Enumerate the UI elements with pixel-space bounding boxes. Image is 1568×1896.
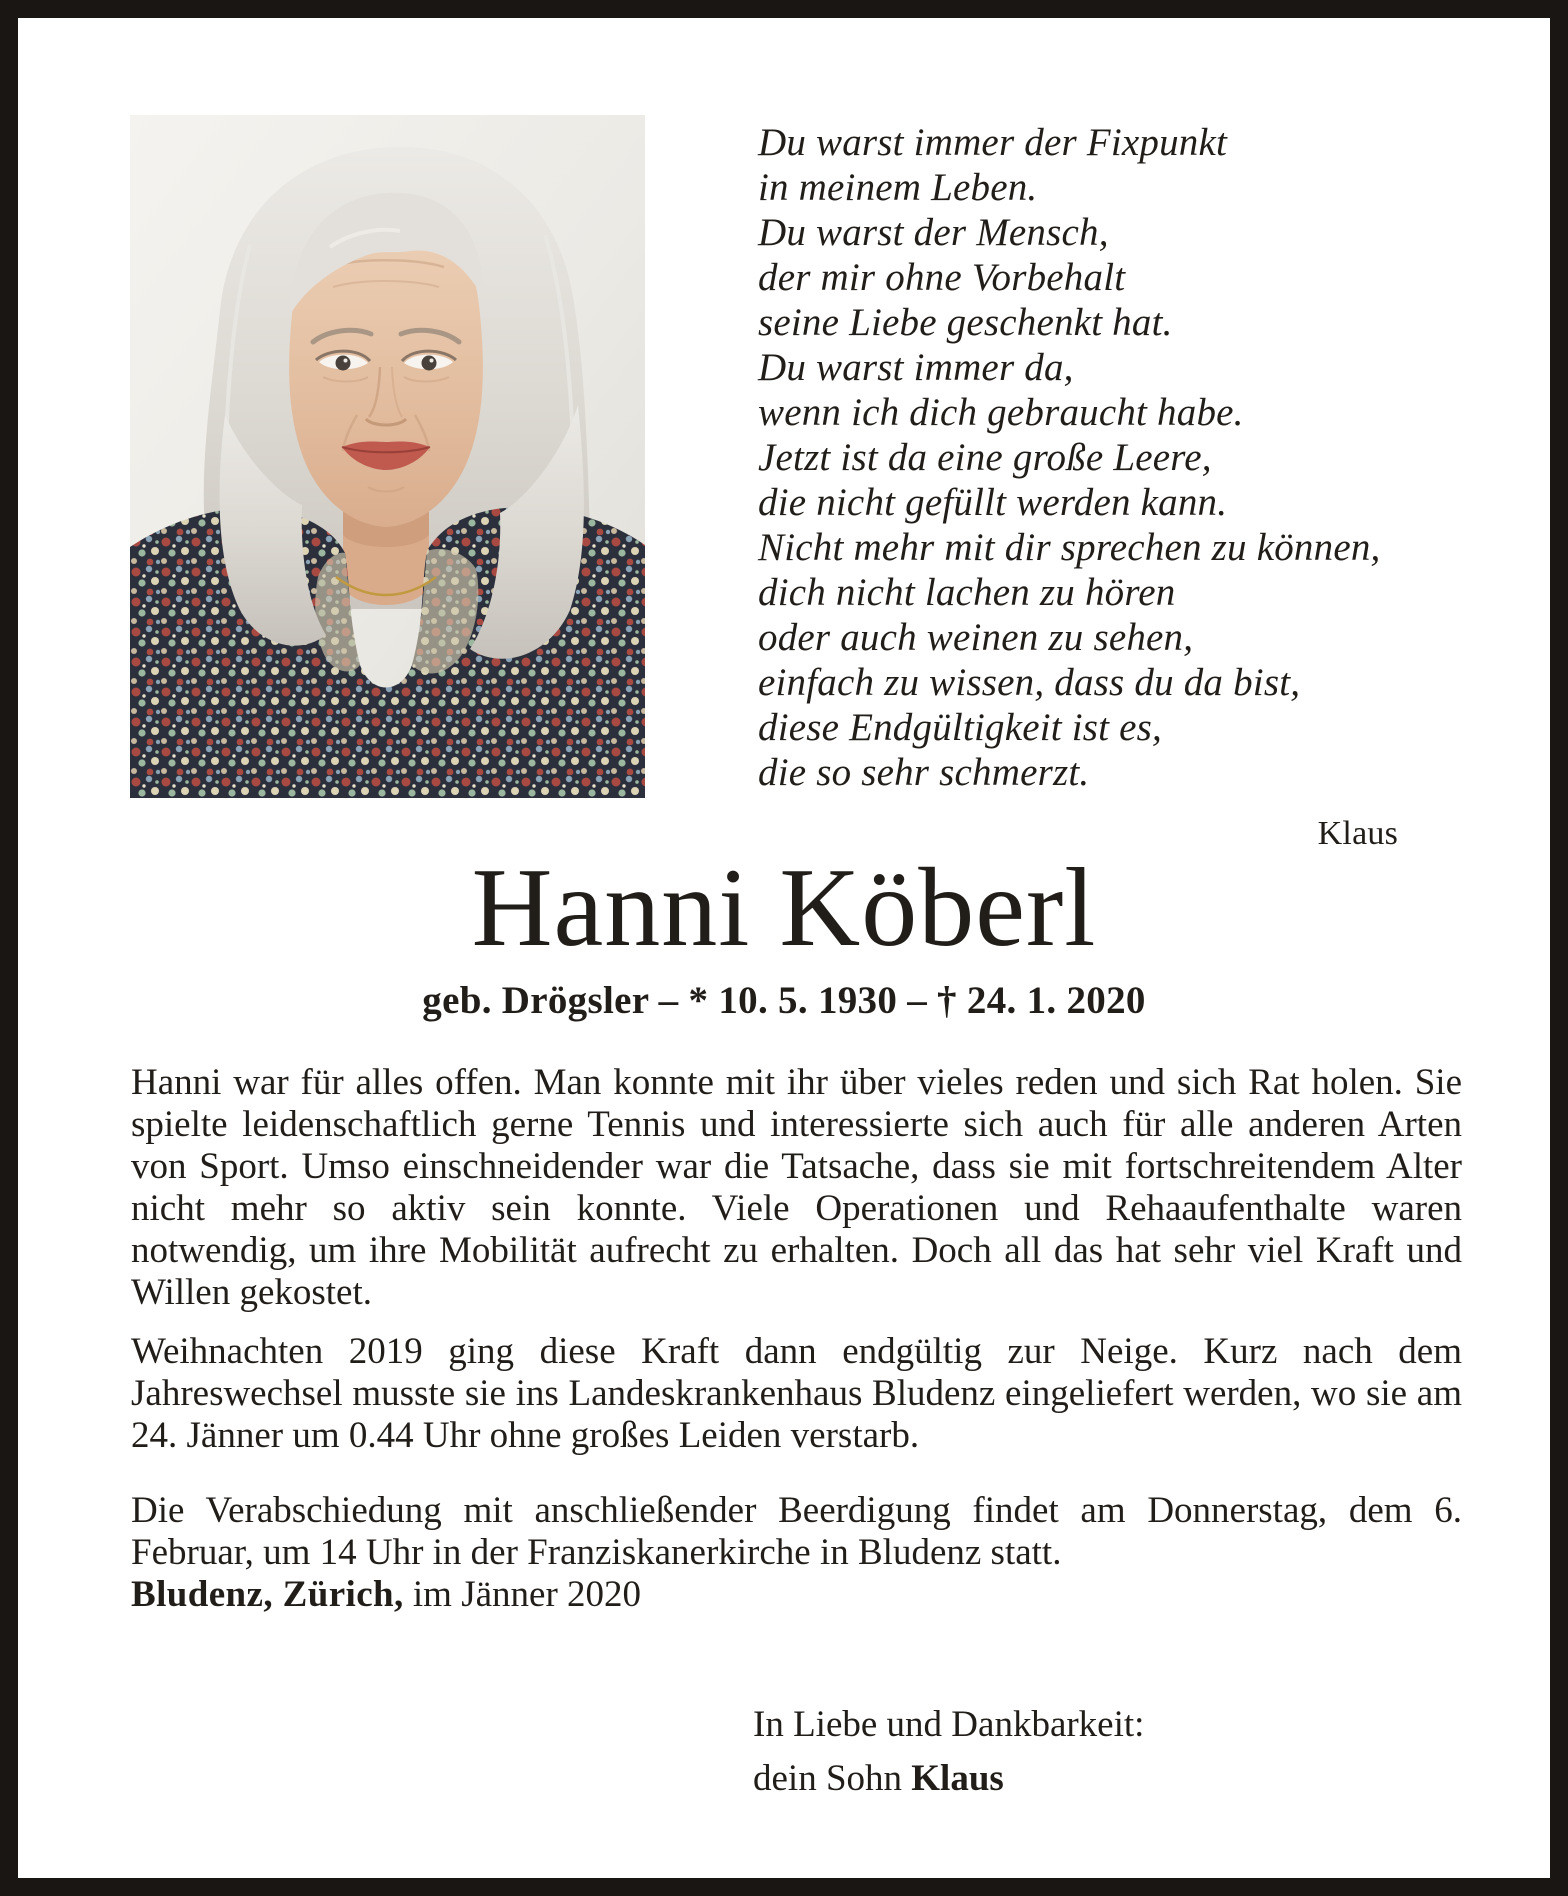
poem-line: dich nicht lachen zu hören [758,571,1176,614]
poem-line: Du warst immer da, [758,346,1074,389]
poem-line: Du warst der Mensch, [758,211,1109,254]
deceased-name: Hanni Köberl [471,846,1097,970]
poem-line: die nicht gefüllt werden kann. [758,481,1228,524]
closing-signature [753,1752,1144,1806]
place-date-line [131,1574,1462,1616]
poem-line: in meinem Leben. [758,166,1038,209]
poem-signature: Klaus [1317,815,1398,852]
poem-line: die so sehr schmerzt. [758,751,1090,794]
place-names: Bludenz, Zürich, [131,1574,404,1615]
poem-line: oder auch weinen zu sehen, [758,616,1194,659]
poem-line: der mir ohne Vorbehalt [758,256,1126,299]
date-text: im Jänner 2020 [403,1574,642,1615]
portrait-photo-svg [130,115,645,798]
poem-line: wenn ich dich gebraucht habe. [758,391,1244,434]
memorial-poem [758,120,1470,856]
poem-line: Nicht mehr mit dir sprechen zu können, [758,526,1381,569]
body-paragraph: Hanni war für alles offen. Man konnte mit ihr über vieles reden und sich Rat holen. Sie spielte leidenschaftlich gerne Tennis und interessierte sich auch für alle anderen Arten von Sport. Umso einschneidender war die Tatsache, dass sie mit fortschreitendem Alter nicht mehr so aktiv sein konnte. Viele Operationen und Rehaaufenthalte waren notwendig, um ihre Mobilität aufrecht zu erhalten. Doch all das hat sehr viel Kraft und Willen gekostet. [131,1062,1462,1313]
closing-line: In Liebe und Dankbarkeit: [753,1704,1145,1745]
poem-line: diese Endgültigkeit ist es, [758,706,1162,749]
poem-line: Jetzt ist da eine große Leere, [758,436,1212,479]
body-paragraph: Die Verabschiedung mit anschließender Beerdigung findet am Donnerstag, dem 6. Februar, um 14 Uhr in der Franziskanerkirche in Bludenz statt. [131,1490,1462,1573]
signature-prefix: dein Sohn [753,1758,912,1799]
birth-death-line: geb. Drögsler – * 10. 5. 1930 – † 24. 1. 2020 [422,979,1146,1022]
closing-block [753,1698,1144,1806]
poem-line: seine Liebe geschenkt hat. [758,301,1173,344]
body-paragraph: Weihnachten 2019 ging diese Kraft dann endgültig zur Neige. Kurz nach dem Jahreswechsel musste sie ins Landeskrankenhaus Bludenz eingeliefert werden, wo sie am 24. Jänner um 0.44 Uhr ohne großes Leiden verstarb. [131,1331,1462,1456]
poem-line: Du warst immer der Fixpunkt [758,121,1228,164]
signature-name: Klaus [911,1758,1004,1799]
portrait-photo [130,115,645,798]
poem-line: einfach zu wissen, dass du da bist, [758,661,1301,704]
obituary-body [131,1062,1462,1616]
